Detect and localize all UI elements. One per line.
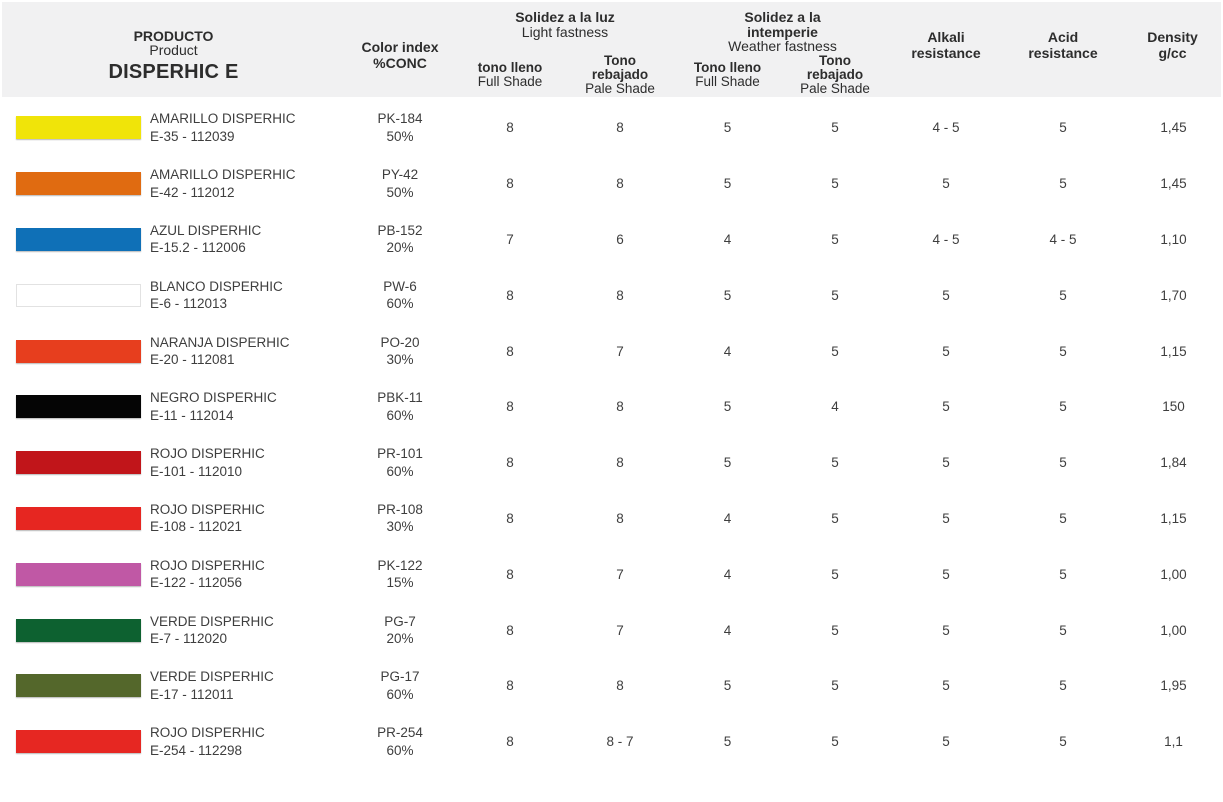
product-cell <box>150 278 345 313</box>
concentration-value: 60% <box>386 407 414 423</box>
light-fastness-full-shade-value: 8 <box>506 120 514 136</box>
weather-fastness-pale-shade-value: 5 <box>831 734 839 750</box>
swatch-cell <box>0 507 150 530</box>
light-fastness-full-shade-value: 8 <box>506 622 514 638</box>
column-group-light-fastness <box>455 2 675 100</box>
product-cell <box>150 222 345 257</box>
table-row <box>0 379 1223 435</box>
color-index-value: PG-7 <box>384 613 416 629</box>
acid-resistance-value: 5 <box>1059 734 1067 750</box>
weather-fastness-full-shade-value: 5 <box>723 734 732 750</box>
alkali-resistance-value: 5 <box>942 455 950 471</box>
weather-fastness-full-shade-value: 5 <box>723 399 732 415</box>
weather-fastness-full-shade-value: 4 <box>723 566 732 582</box>
product-code: E-108 - 112021 <box>150 519 243 535</box>
column-header-acid-resistance: Acid resistance <box>1028 29 1098 61</box>
weather-fastness-full-shade-value: 5 <box>723 455 732 471</box>
color-swatch <box>16 674 141 697</box>
color-swatch <box>16 228 141 251</box>
color-index-value: PR-101 <box>377 446 423 462</box>
swatch-cell <box>0 340 150 363</box>
light-fastness-full-shade-value: 8 <box>506 678 514 694</box>
color-swatch <box>16 730 141 753</box>
concentration-value: 60% <box>386 463 414 479</box>
swatch-cell <box>0 619 150 642</box>
acid-resistance-value: 5 <box>1059 678 1067 694</box>
alkali-resistance-value: 5 <box>942 678 950 694</box>
light-fastness-pale-shade-value: 7 <box>616 343 624 359</box>
alkali-resistance-value: 4 - 5 <box>932 231 960 247</box>
product-name: BLANCO DISPERHIC <box>150 278 283 294</box>
product-cell <box>150 389 345 424</box>
color-swatch <box>16 619 141 642</box>
product-name: VERDE DISPERHIC <box>150 613 274 629</box>
color-index-value: PB-152 <box>377 222 423 238</box>
acid-resistance-value: 5 <box>1059 120 1067 136</box>
density-value: 1,10 <box>1160 231 1187 247</box>
product-code: E-20 - 112081 <box>150 352 235 368</box>
swatch-cell <box>0 228 150 251</box>
column-header-weather-pale-shade: Tono rebajado Pale Shade <box>800 52 870 96</box>
table-row <box>0 491 1223 547</box>
concentration-value: 60% <box>386 686 414 702</box>
product-cell <box>150 724 345 759</box>
weather-fastness-pale-shade-value: 5 <box>831 120 839 136</box>
acid-resistance-value: 4 - 5 <box>1049 231 1077 247</box>
weather-fastness-full-shade-value: 5 <box>723 176 732 192</box>
product-cell <box>150 334 345 369</box>
color-index-cell <box>345 613 455 648</box>
product-cell <box>150 501 345 536</box>
light-fastness-full-shade-value: 7 <box>506 231 514 247</box>
column-header-alkali-resistance: Alkali resistance <box>911 29 981 61</box>
light-fastness-full-shade-value: 8 <box>506 343 514 359</box>
weather-fastness-full-shade-value: 4 <box>723 622 732 638</box>
alkali-resistance-value: 5 <box>942 287 950 303</box>
swatch-cell <box>0 563 150 586</box>
color-index-cell <box>345 668 455 703</box>
swatch-cell <box>0 730 150 753</box>
product-code: E-42 - 112012 <box>150 184 235 200</box>
product-code: E-17 - 112011 <box>150 686 234 702</box>
product-name: ROJO DISPERHIC <box>150 501 265 517</box>
weather-fastness-title-es1: Solidez a la <box>744 9 821 25</box>
swatch-cell <box>0 451 150 474</box>
alkali-resistance-value: 5 <box>942 734 950 750</box>
concentration-value: 30% <box>386 352 414 368</box>
datasheet-page <box>0 2 1223 802</box>
product-code: E-35 - 112039 <box>150 128 235 144</box>
concentration-value: 60% <box>386 742 414 758</box>
density-value: 1,45 <box>1160 120 1187 136</box>
color-index-value: PBK-11 <box>377 390 423 406</box>
light-fastness-pale-shade-value: 8 <box>616 455 624 471</box>
weather-fastness-full-shade-value: 5 <box>723 678 732 694</box>
column-header-light-full-shade: tono lleno Full Shade <box>477 59 543 89</box>
acid-resistance-value: 5 <box>1059 510 1067 526</box>
color-swatch <box>16 395 141 418</box>
weather-fastness-full-shade-value: 4 <box>723 231 732 247</box>
color-index-cell <box>345 166 455 201</box>
product-name: VERDE DISPERHIC <box>150 669 274 685</box>
color-index-cell <box>345 222 455 257</box>
product-code: E-101 - 112010 <box>150 463 243 479</box>
product-cell <box>150 557 345 592</box>
alkali-resistance-value: 5 <box>942 510 950 526</box>
light-fastness-full-shade-value: 8 <box>506 510 514 526</box>
table-row <box>0 435 1223 491</box>
color-index-value: PO-20 <box>380 334 420 350</box>
color-index-value: PR-254 <box>377 725 423 741</box>
column-header-color-index <box>345 2 455 100</box>
acid-resistance-value: 5 <box>1059 399 1067 415</box>
light-fastness-pale-shade-value: 7 <box>616 622 624 638</box>
color-index-cell <box>345 557 455 592</box>
color-index-value: PW-6 <box>383 278 417 294</box>
weather-fastness-pale-shade-value: 5 <box>831 287 839 303</box>
alkali-resistance-value: 5 <box>942 399 950 415</box>
conc-label: %CONC <box>373 54 427 71</box>
weather-fastness-full-shade-value: 4 <box>723 510 732 526</box>
product-name: AZUL DISPERHIC <box>150 222 262 238</box>
swatch-cell <box>0 172 150 195</box>
table-row <box>0 323 1223 379</box>
product-cell <box>150 668 345 703</box>
weather-fastness-title-es2: intemperie <box>747 23 818 40</box>
product-cell <box>150 445 345 480</box>
product-name: AMARILLO DISPERHIC <box>150 167 296 183</box>
concentration-value: 15% <box>386 575 414 591</box>
acid-resistance-value: 5 <box>1059 343 1067 359</box>
light-fastness-pale-shade-value: 8 <box>616 678 624 694</box>
color-swatch <box>16 340 141 363</box>
weather-fastness-title-en: Weather fastness <box>728 38 837 54</box>
acid-resistance-value: 5 <box>1059 176 1067 192</box>
alkali-resistance-value: 5 <box>942 566 950 582</box>
weather-fastness-pale-shade-value: 5 <box>831 510 839 526</box>
alkali-resistance-value: 4 - 5 <box>932 120 960 136</box>
light-fastness-title-es: Solidez a la luz <box>515 9 615 25</box>
weather-fastness-pale-shade-value: 5 <box>831 455 839 471</box>
weather-fastness-pale-shade-value: 5 <box>831 566 839 582</box>
product-code: E-122 - 112056 <box>150 575 243 591</box>
column-header-product <box>2 2 345 100</box>
light-fastness-pale-shade-value: 8 <box>616 510 624 526</box>
color-index-cell <box>345 278 455 313</box>
column-header-light-pale-shade: Tono rebajado Pale Shade <box>585 52 655 96</box>
product-name: ROJO DISPERHIC <box>150 446 265 462</box>
color-index-label: Color index <box>361 38 439 55</box>
color-index-value: PK-122 <box>377 557 423 573</box>
color-swatch <box>16 116 141 139</box>
density-value: 1,70 <box>1160 287 1187 303</box>
product-label-en: Product <box>149 42 198 58</box>
density-value: 1,00 <box>1160 566 1187 582</box>
light-fastness-full-shade-value: 8 <box>506 734 514 750</box>
table-row <box>0 546 1223 602</box>
product-name: NARANJA DISPERHIC <box>150 334 290 350</box>
product-name: ROJO DISPERHIC <box>150 557 265 573</box>
light-fastness-full-shade-value: 8 <box>506 399 514 415</box>
weather-fastness-full-shade-value: 5 <box>723 287 732 303</box>
alkali-resistance-value: 5 <box>942 176 950 192</box>
alkali-resistance-value: 5 <box>942 343 950 359</box>
color-index-cell <box>345 445 455 480</box>
acid-resistance-value: 5 <box>1059 566 1067 582</box>
product-label-es: PRODUCTO <box>133 27 214 44</box>
alkali-resistance-value: 5 <box>942 622 950 638</box>
density-value: 1,95 <box>1160 678 1187 694</box>
column-group-weather-fastness <box>675 2 890 100</box>
product-code: E-254 - 112298 <box>150 742 243 758</box>
color-index-cell <box>345 389 455 424</box>
product-code: E-15.2 - 112006 <box>150 240 246 256</box>
light-fastness-full-shade-value: 8 <box>506 455 514 471</box>
light-fastness-full-shade-value: 8 <box>506 176 514 192</box>
table-row <box>0 100 1223 156</box>
weather-fastness-pale-shade-value: 5 <box>831 678 839 694</box>
swatch-cell <box>0 284 150 307</box>
light-fastness-full-shade-value: 8 <box>506 566 514 582</box>
weather-fastness-pale-shade-value: 4 <box>831 399 839 415</box>
product-code: E-11 - 112014 <box>150 407 234 423</box>
weather-fastness-pale-shade-value: 5 <box>831 622 839 638</box>
weather-fastness-subheaders <box>675 54 890 96</box>
concentration-value: 30% <box>386 519 414 535</box>
density-value: 1,15 <box>1160 510 1187 526</box>
table-body <box>0 97 1223 770</box>
color-index-cell <box>345 110 455 145</box>
weather-fastness-full-shade-value: 4 <box>723 343 732 359</box>
acid-resistance-value: 5 <box>1059 287 1067 303</box>
table-row <box>0 267 1223 323</box>
table-row <box>0 212 1223 268</box>
product-name: ROJO DISPERHIC <box>150 725 265 741</box>
table-row <box>0 714 1223 770</box>
color-index-cell <box>345 334 455 369</box>
color-swatch <box>16 451 141 474</box>
light-fastness-pale-shade-value: 8 <box>616 176 624 192</box>
light-fastness-pale-shade-value: 6 <box>616 231 624 247</box>
color-index-value: PG-17 <box>380 669 420 685</box>
light-fastness-pale-shade-value: 8 - 7 <box>606 734 634 750</box>
density-value: 150 <box>1162 399 1185 415</box>
weather-fastness-pale-shade-value: 5 <box>831 231 839 247</box>
column-header-density: Density g/cc <box>1147 29 1198 61</box>
color-swatch <box>16 507 141 530</box>
weather-fastness-pale-shade-value: 5 <box>831 176 839 192</box>
product-cell <box>150 110 345 145</box>
color-swatch <box>16 563 141 586</box>
table-row <box>0 156 1223 212</box>
weather-fastness-full-shade-value: 5 <box>723 120 732 136</box>
table-header <box>2 2 1221 97</box>
product-name: NEGRO DISPERHIC <box>150 390 277 406</box>
concentration-value: 20% <box>386 631 414 647</box>
color-swatch <box>16 172 141 195</box>
weather-fastness-title <box>728 10 837 54</box>
concentration-value: 60% <box>386 296 414 312</box>
density-value: 1,84 <box>1160 455 1187 471</box>
density-value: 1,00 <box>1160 622 1187 638</box>
light-fastness-title <box>515 10 615 39</box>
table-row <box>0 658 1223 714</box>
color-index-value: PY-42 <box>381 167 419 183</box>
concentration-value: 50% <box>386 184 414 200</box>
concentration-value: 50% <box>386 128 414 144</box>
light-fastness-title-en: Light fastness <box>521 23 609 40</box>
light-fastness-pale-shade-value: 8 <box>616 120 624 136</box>
density-value: 1,1 <box>1164 734 1183 750</box>
product-cell <box>150 166 345 201</box>
product-name: AMARILLO DISPERHIC <box>150 111 296 127</box>
product-cell <box>150 613 345 648</box>
swatch-cell <box>0 116 150 139</box>
swatch-cell <box>0 674 150 697</box>
color-index-value: PK-184 <box>377 111 423 127</box>
color-swatch <box>16 284 141 307</box>
density-value: 1,15 <box>1160 343 1187 359</box>
product-series-title: DISPERHIC E <box>108 60 239 83</box>
product-code: E-6 - 112013 <box>150 296 228 312</box>
light-fastness-pale-shade-value: 8 <box>616 399 624 415</box>
color-index-cell <box>345 501 455 536</box>
light-fastness-full-shade-value: 8 <box>506 287 514 303</box>
acid-resistance-value: 5 <box>1059 455 1067 471</box>
table-row <box>0 602 1223 658</box>
light-fastness-subheaders <box>455 54 675 96</box>
acid-resistance-value: 5 <box>1059 622 1067 638</box>
product-code: E-7 - 112020 <box>150 631 228 647</box>
density-value: 1,45 <box>1160 176 1187 192</box>
color-index-cell <box>345 724 455 759</box>
color-index-value: PR-108 <box>377 501 423 517</box>
weather-fastness-pale-shade-value: 5 <box>831 343 839 359</box>
swatch-cell <box>0 395 150 418</box>
concentration-value: 20% <box>386 240 414 256</box>
light-fastness-pale-shade-value: 7 <box>616 566 624 582</box>
column-header-weather-full-shade: Tono lleno Full Shade <box>693 59 762 89</box>
light-fastness-pale-shade-value: 8 <box>616 287 624 303</box>
